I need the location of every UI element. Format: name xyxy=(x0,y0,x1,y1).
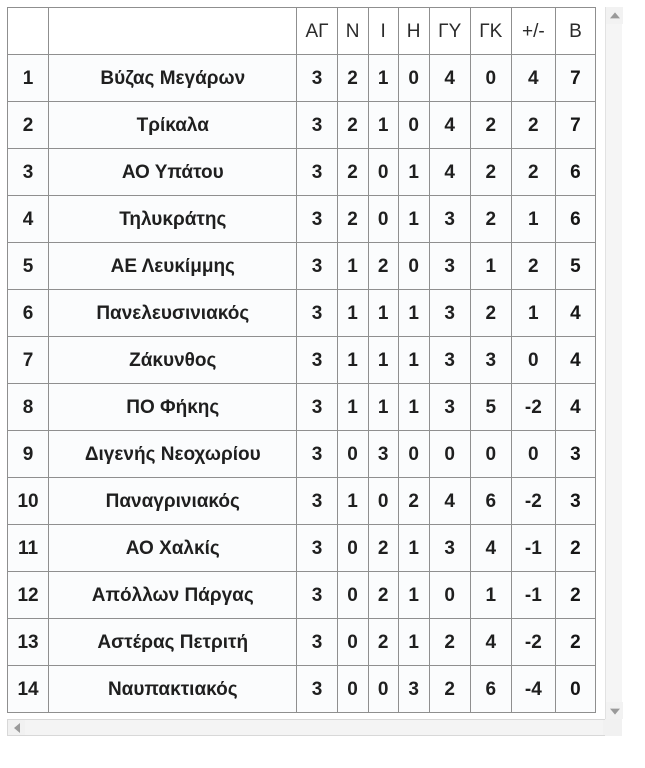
table-row[interactable] xyxy=(8,431,596,478)
cell-diff: -2 xyxy=(511,619,555,666)
cell-rank: 5 xyxy=(8,243,49,290)
table-row[interactable] xyxy=(8,619,596,666)
scroll-down-button[interactable] xyxy=(606,702,623,719)
cell-rank: 12 xyxy=(8,572,49,619)
cell-rank: 2 xyxy=(8,102,49,149)
cell-ag: 3 xyxy=(297,525,337,572)
cell-diff: 4 xyxy=(511,55,555,102)
cell-b: 6 xyxy=(555,149,595,196)
cell-team-name: Παναγρινιακός xyxy=(49,478,297,525)
cell-n: 1 xyxy=(337,243,368,290)
cell-gy: 2 xyxy=(429,666,470,713)
cell-team-name: Βύζας Μεγάρων xyxy=(49,55,297,102)
cell-gk: 2 xyxy=(470,290,511,337)
cell-n: 1 xyxy=(337,337,368,384)
cell-b: 7 xyxy=(555,55,595,102)
table-row[interactable] xyxy=(8,337,596,384)
cell-gy: 3 xyxy=(429,384,470,431)
table-viewport xyxy=(7,7,598,719)
cell-n: 0 xyxy=(337,666,368,713)
table-row[interactable] xyxy=(8,102,596,149)
cell-n: 0 xyxy=(337,572,368,619)
cell-i: 1 xyxy=(368,290,398,337)
cell-gk: 6 xyxy=(470,666,511,713)
cell-n: 0 xyxy=(337,431,368,478)
cell-ag: 3 xyxy=(297,55,337,102)
cell-n: 0 xyxy=(337,619,368,666)
cell-team-name: ΑΟ Υπάτου xyxy=(49,149,297,196)
table-row[interactable] xyxy=(8,290,596,337)
cell-b: 6 xyxy=(555,196,595,243)
cell-h: 1 xyxy=(398,290,429,337)
cell-ag: 3 xyxy=(297,666,337,713)
cell-rank: 1 xyxy=(8,55,49,102)
cell-h: 0 xyxy=(398,431,429,478)
column-header-team xyxy=(49,8,297,55)
column-header-points[interactable]: Β xyxy=(555,8,595,55)
cell-h: 0 xyxy=(398,102,429,149)
cell-ag: 3 xyxy=(297,431,337,478)
table-row[interactable] xyxy=(8,525,596,572)
cell-rank: 10 xyxy=(8,478,49,525)
cell-gk: 4 xyxy=(470,525,511,572)
cell-gy: 3 xyxy=(429,525,470,572)
cell-ag: 3 xyxy=(297,572,337,619)
cell-ag: 3 xyxy=(297,243,337,290)
horizontal-scrollbar[interactable] xyxy=(7,719,621,736)
cell-rank: 7 xyxy=(8,337,49,384)
cell-gy: 4 xyxy=(429,149,470,196)
cell-gk: 0 xyxy=(470,431,511,478)
cell-b: 7 xyxy=(555,102,595,149)
cell-ag: 3 xyxy=(297,290,337,337)
cell-team-name: ΑΟ Χαλκίς xyxy=(49,525,297,572)
cell-h: 2 xyxy=(398,478,429,525)
horizontal-scrollbar-track[interactable] xyxy=(25,720,603,735)
cell-i: 0 xyxy=(368,666,398,713)
cell-rank: 13 xyxy=(8,619,49,666)
cell-h: 1 xyxy=(398,525,429,572)
cell-i: 0 xyxy=(368,478,398,525)
cell-gk: 1 xyxy=(470,572,511,619)
cell-n: 2 xyxy=(337,55,368,102)
cell-rank: 9 xyxy=(8,431,49,478)
column-header-draws[interactable]: Ι xyxy=(368,8,398,55)
cell-i: 2 xyxy=(368,525,398,572)
cell-diff: -2 xyxy=(511,384,555,431)
cell-b: 3 xyxy=(555,431,595,478)
triangle-down-icon xyxy=(610,708,620,714)
cell-team-name: ΑΕ Λευκίμμης xyxy=(49,243,297,290)
cell-team-name: Απόλλων Πάργας xyxy=(49,572,297,619)
cell-n: 1 xyxy=(337,290,368,337)
column-header-goals-for[interactable]: ΓΥ xyxy=(429,8,470,55)
cell-team-name: ΠΟ Φήκης xyxy=(49,384,297,431)
cell-ag: 3 xyxy=(297,337,337,384)
cell-gk: 2 xyxy=(470,196,511,243)
cell-gy: 0 xyxy=(429,431,470,478)
cell-gy: 4 xyxy=(429,478,470,525)
cell-diff: -4 xyxy=(511,666,555,713)
cell-h: 0 xyxy=(398,243,429,290)
cell-ag: 3 xyxy=(297,149,337,196)
cell-i: 1 xyxy=(368,55,398,102)
cell-i: 2 xyxy=(368,243,398,290)
cell-i: 0 xyxy=(368,149,398,196)
table-row[interactable] xyxy=(8,572,596,619)
column-header-played[interactable]: ΑΓ xyxy=(297,8,337,55)
cell-diff: 2 xyxy=(511,149,555,196)
scrollbar-corner xyxy=(605,719,622,736)
table-row[interactable] xyxy=(8,149,596,196)
cell-i: 1 xyxy=(368,337,398,384)
cell-n: 1 xyxy=(337,478,368,525)
cell-ag: 3 xyxy=(297,196,337,243)
cell-gk: 5 xyxy=(470,384,511,431)
cell-rank: 14 xyxy=(8,666,49,713)
cell-b: 2 xyxy=(555,525,595,572)
cell-gk: 6 xyxy=(470,478,511,525)
cell-gk: 2 xyxy=(470,102,511,149)
cell-gk: 2 xyxy=(470,149,511,196)
scroll-left-button[interactable] xyxy=(8,720,25,735)
table-row[interactable] xyxy=(8,666,596,713)
cell-gy: 3 xyxy=(429,196,470,243)
cell-n: 2 xyxy=(337,149,368,196)
standings-scroll-frame xyxy=(7,7,638,752)
cell-team-name: Πανελευσινιακός xyxy=(49,290,297,337)
cell-gk: 0 xyxy=(470,55,511,102)
column-header-losses[interactable]: Η xyxy=(398,8,429,55)
standings-table xyxy=(7,7,596,713)
cell-team-name: Διγενής Νεοχωρίου xyxy=(49,431,297,478)
cell-i: 2 xyxy=(368,619,398,666)
cell-i: 3 xyxy=(368,431,398,478)
cell-gk: 4 xyxy=(470,619,511,666)
cell-b: 0 xyxy=(555,666,595,713)
column-header-rank xyxy=(8,8,49,55)
cell-diff: 2 xyxy=(511,243,555,290)
vertical-scrollbar[interactable] xyxy=(605,7,622,719)
cell-n: 2 xyxy=(337,196,368,243)
cell-h: 1 xyxy=(398,196,429,243)
scroll-up-button[interactable] xyxy=(606,7,623,24)
cell-diff: 1 xyxy=(511,196,555,243)
column-header-wins[interactable]: Ν xyxy=(337,8,368,55)
cell-gy: 3 xyxy=(429,290,470,337)
cell-rank: 4 xyxy=(8,196,49,243)
cell-n: 1 xyxy=(337,384,368,431)
cell-rank: 6 xyxy=(8,290,49,337)
cell-diff: -1 xyxy=(511,572,555,619)
cell-i: 0 xyxy=(368,196,398,243)
table-row[interactable] xyxy=(8,55,596,102)
triangle-up-icon xyxy=(610,12,620,18)
cell-diff: 2 xyxy=(511,102,555,149)
table-row[interactable] xyxy=(8,243,596,290)
cell-gy: 2 xyxy=(429,619,470,666)
table-row[interactable] xyxy=(8,196,596,243)
cell-rank: 3 xyxy=(8,149,49,196)
cell-i: 2 xyxy=(368,572,398,619)
cell-h: 1 xyxy=(398,337,429,384)
cell-h: 3 xyxy=(398,666,429,713)
cell-gk: 3 xyxy=(470,337,511,384)
cell-gy: 4 xyxy=(429,55,470,102)
column-header-goals-against[interactable]: ΓΚ xyxy=(470,8,511,55)
cell-ag: 3 xyxy=(297,384,337,431)
cell-gy: 3 xyxy=(429,243,470,290)
cell-h: 1 xyxy=(398,572,429,619)
cell-b: 5 xyxy=(555,243,595,290)
cell-n: 0 xyxy=(337,525,368,572)
cell-diff: 0 xyxy=(511,337,555,384)
cell-ag: 3 xyxy=(297,478,337,525)
cell-team-name: Τηλυκράτης xyxy=(49,196,297,243)
table-row[interactable] xyxy=(8,478,596,525)
cell-i: 1 xyxy=(368,384,398,431)
cell-h: 1 xyxy=(398,149,429,196)
cell-diff: -1 xyxy=(511,525,555,572)
cell-diff: -2 xyxy=(511,478,555,525)
cell-rank: 11 xyxy=(8,525,49,572)
cell-team-name: Ναυπακτιακός xyxy=(49,666,297,713)
cell-team-name: Ζάκυνθος xyxy=(49,337,297,384)
table-header-row xyxy=(8,8,596,55)
cell-team-name: Αστέρας Πετριτή xyxy=(49,619,297,666)
cell-gy: 3 xyxy=(429,337,470,384)
cell-h: 1 xyxy=(398,619,429,666)
cell-gk: 1 xyxy=(470,243,511,290)
cell-diff: 0 xyxy=(511,431,555,478)
triangle-left-icon xyxy=(14,723,20,733)
cell-ag: 3 xyxy=(297,102,337,149)
cell-n: 2 xyxy=(337,102,368,149)
cell-h: 1 xyxy=(398,384,429,431)
cell-b: 2 xyxy=(555,572,595,619)
cell-team-name: Τρίκαλα xyxy=(49,102,297,149)
cell-b: 4 xyxy=(555,384,595,431)
vertical-scrollbar-track[interactable] xyxy=(606,24,622,702)
cell-rank: 8 xyxy=(8,384,49,431)
cell-b: 2 xyxy=(555,619,595,666)
cell-b: 3 xyxy=(555,478,595,525)
cell-b: 4 xyxy=(555,337,595,384)
cell-h: 0 xyxy=(398,55,429,102)
cell-b: 4 xyxy=(555,290,595,337)
cell-i: 1 xyxy=(368,102,398,149)
cell-ag: 3 xyxy=(297,619,337,666)
cell-diff: 1 xyxy=(511,290,555,337)
column-header-goal-diff[interactable]: +/- xyxy=(511,8,555,55)
table-row[interactable] xyxy=(8,384,596,431)
cell-gy: 4 xyxy=(429,102,470,149)
cell-gy: 0 xyxy=(429,572,470,619)
